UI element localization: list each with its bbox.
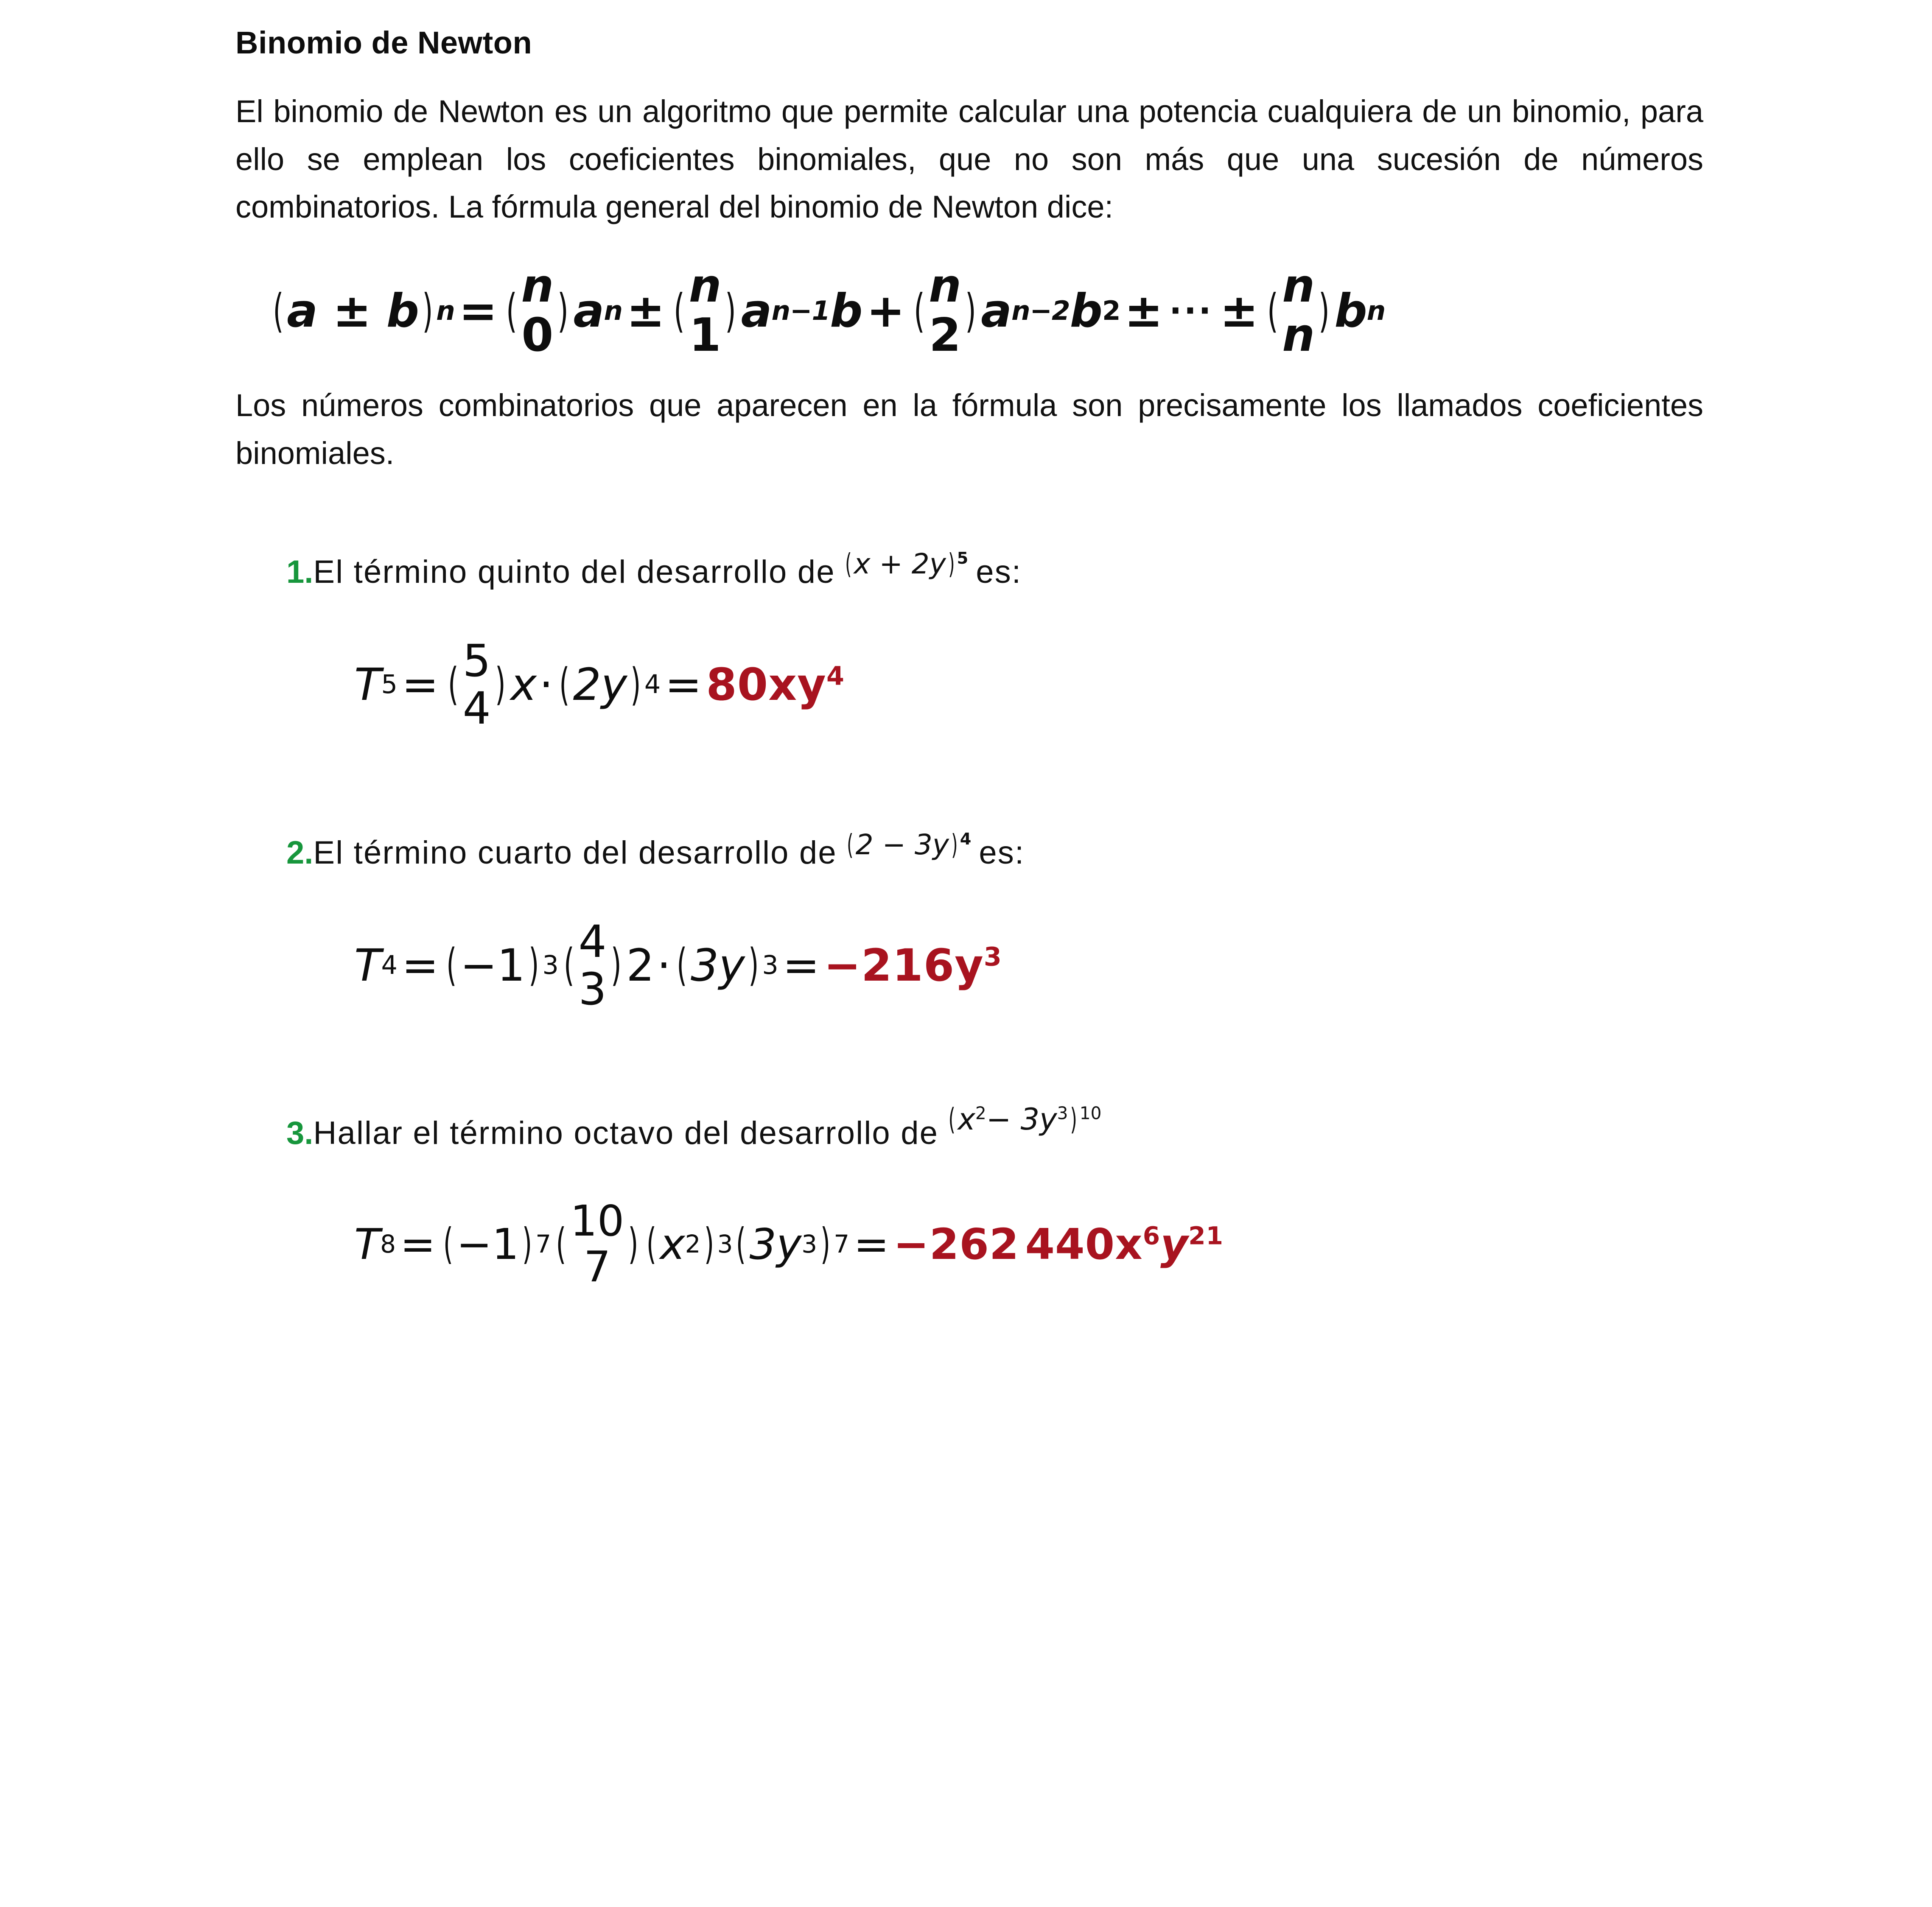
result-var-y: y <box>1160 1219 1189 1269</box>
term-2-body: a <box>741 284 772 338</box>
factor-1: 2 <box>626 939 655 991</box>
binom-bottom: n <box>1282 309 1315 362</box>
sign-close-paren: ) <box>529 939 539 991</box>
multiplication-dot: · <box>657 939 671 991</box>
binomial-coefficient-4-3 <box>560 915 624 1015</box>
binom-close-paren: ) <box>495 658 506 710</box>
exercise-2-solution: T 4 = ( −1 ) 3 ( 4 3 ) 2 · ( 3y ) 3 = $-216y^3$ <box>354 915 1002 1015</box>
result-exponent: 3 <box>983 942 1002 972</box>
expr-close-paren: ) <box>1070 1102 1078 1137</box>
binomial-coefficient-n-2 <box>910 259 979 362</box>
factor-1: x <box>510 659 537 711</box>
binom-open-paren: ( <box>556 1219 566 1269</box>
binom-open-paren: ( <box>913 284 925 338</box>
term-label: T <box>354 939 381 991</box>
binom-top: n <box>929 259 961 313</box>
result-exponent: 4 <box>826 661 845 691</box>
term-2-operator: + <box>866 284 904 338</box>
equals-sign-2: = <box>665 659 702 711</box>
binom-top: n <box>521 259 554 313</box>
exercise-2-heading <box>286 828 1703 873</box>
exercise-2-result <box>824 940 1002 991</box>
exercise-1-heading <box>286 547 1703 592</box>
exercise-1-number: 1. <box>286 554 314 590</box>
binom-close-paren: ) <box>725 284 736 338</box>
factor-2-base: 3y <box>691 939 745 991</box>
ellipsis-operator: ± <box>1220 284 1258 338</box>
ellipsis: ··· <box>1169 292 1213 330</box>
binom-close-paren: ) <box>1318 284 1330 338</box>
lhs-close-paren: ) <box>422 284 433 338</box>
binom-close-paren: ) <box>628 1219 639 1269</box>
factor-2-open-paren: ( <box>559 658 570 710</box>
factor-1-close-paren: ) <box>704 1219 714 1269</box>
equals-sign-2: = <box>854 1219 889 1269</box>
multiplication-dot: · <box>539 659 553 711</box>
expr-open-paren: ( <box>845 547 852 580</box>
binom-bottom: 4 <box>462 682 491 735</box>
page-title: Binomio de Newton <box>235 25 532 60</box>
binom-top: 5 <box>462 635 491 687</box>
exercise-item-3 <box>286 1102 1703 1292</box>
exercise-list <box>235 547 1703 1292</box>
exercise-2-text-after: es: <box>979 834 1025 871</box>
exercise-1-text-before: El término quinto del desarrollo de <box>313 554 835 590</box>
binom-open-paren: ( <box>448 658 459 710</box>
expr-middle-exponent: 3 <box>1057 1103 1068 1124</box>
factor-2-base: 2y <box>573 659 627 711</box>
expr-base: 2 − 3y <box>855 828 949 861</box>
intro-paragraph: El binomio de Newton es un algoritmo que permite calcular una potencia cualquiera de un binomio, para ello se emplean los coeficientes binomiales, que no son más que una sucesión de números combinatorios. La fórmula general del binomio de Newton dice: <box>235 94 1703 225</box>
term-3-operator: ± <box>1124 284 1163 338</box>
factor-2-close-paren: ) <box>630 658 641 710</box>
exercise-item-1 <box>286 547 1703 735</box>
expr-base: x + 2y <box>854 547 946 580</box>
exercise-3-expression <box>938 1101 1109 1138</box>
term-label: T <box>354 1219 381 1269</box>
factor-2-close-paren: ) <box>748 939 759 991</box>
binomial-coefficient-10-7 <box>553 1198 641 1290</box>
term-label: T <box>354 659 381 711</box>
binom-top: n <box>689 259 721 313</box>
exercise-2-text-before: El término cuarto del desarrollo de <box>313 834 837 871</box>
binom-open-paren: ( <box>563 939 574 991</box>
factor-1-base: x <box>660 1219 685 1269</box>
factor-2-open-paren: ( <box>677 939 687 991</box>
exercise-1-solution: T 5 = ( 5 4 ) x · ( 2y ) 4 = $80xy^4$ <box>354 635 845 735</box>
binom-top: n <box>1282 259 1315 313</box>
result-value: 80xy <box>706 659 826 711</box>
factor-2-open-paren: ( <box>736 1219 746 1269</box>
expr-exponent: 10 <box>1079 1103 1102 1124</box>
sign-open-paren: ( <box>443 1219 454 1269</box>
binom-close-paren: ) <box>965 284 976 338</box>
exercise-3-heading <box>286 1102 1703 1153</box>
expr-base: x <box>958 1102 975 1137</box>
exercise-1-result <box>706 659 845 710</box>
expr-base-exponent: 2 <box>975 1103 986 1124</box>
sign-base: −1 <box>460 939 525 991</box>
binomial-coefficient-n-n <box>1264 259 1333 362</box>
term-2-tail: b <box>830 284 862 338</box>
expr-close-paren: ) <box>948 547 955 580</box>
exercise-3-text-before: Hallar el término octavo del desarrollo de <box>313 1115 939 1152</box>
binom-open-paren: ( <box>1267 284 1278 338</box>
binomial-coefficient-n-0 <box>503 259 571 362</box>
binom-bottom: 1 <box>689 309 721 362</box>
exercise-item-2 <box>286 828 1703 1015</box>
exercise-3-result <box>893 1219 1224 1269</box>
result-value: −216y <box>823 939 984 991</box>
binomial-coefficient-5-4 <box>445 637 509 733</box>
exercise-3-solution: T 8 = ( −1 ) 7 ( 10 7 ) ( x 2 ) 3 ( 3y 3 ) 7 = −262 $440x^6y^{21}$ <box>354 1196 1224 1292</box>
exercise-1-text-after: es: <box>976 554 1022 590</box>
term-1-body: a <box>573 284 604 338</box>
note-paragraph: Los números combinatorios que aparecen en la fórmula son precisamente los llamados coeficientes binomiales. <box>235 388 1703 471</box>
document-page <box>235 0 1703 1907</box>
factor-1-open-paren: ( <box>647 1219 657 1269</box>
result-suffix: 440x <box>1025 1219 1143 1269</box>
exercise-2-expression <box>837 828 979 863</box>
binom-top: 4 <box>578 915 607 967</box>
term-3-tail: b <box>1070 284 1102 338</box>
result-prefix: −262 <box>893 1219 1019 1269</box>
equals-sign: = <box>459 284 497 338</box>
main-formula: ( a ± b ) n = ( n 0 ) a n ± ( n 1 ) a n−1 b + ( n 2 ) a n−2 b 2 ± ··· ± ( n n ) b n <box>273 259 1386 362</box>
term-last-body: b <box>1334 284 1367 338</box>
exercise-3-number: 3. <box>286 1115 314 1152</box>
equals-sign-2: = <box>782 939 820 991</box>
expr-middle: − 3y <box>986 1102 1057 1137</box>
factor-2-base: 3y <box>749 1219 802 1269</box>
equals-sign: = <box>401 939 439 991</box>
expr-exponent: 4 <box>960 829 972 849</box>
sign-open-paren: ( <box>446 939 457 991</box>
binomial-coefficient-n-1 <box>670 259 739 362</box>
equals-sign: = <box>401 659 439 711</box>
result-exponent-x: 6 <box>1142 1221 1161 1250</box>
exercise-2-number: 2. <box>286 834 314 871</box>
lhs-open-paren: ( <box>273 284 283 338</box>
result-exponent-y: 21 <box>1188 1221 1224 1250</box>
binom-open-paren: ( <box>674 284 685 338</box>
exercise-1-expression <box>835 547 976 582</box>
expr-open-paren: ( <box>948 1102 956 1137</box>
binom-bottom: 3 <box>578 963 607 1015</box>
term-1-operator: ± <box>626 284 665 338</box>
expr-close-paren: ) <box>951 828 958 861</box>
expr-exponent: 5 <box>957 548 969 568</box>
term-3-body: a <box>981 284 1011 338</box>
binom-bottom: 7 <box>583 1242 611 1292</box>
binom-bottom: 0 <box>521 309 553 362</box>
lhs-base: a ± b <box>287 284 419 338</box>
expr-open-paren: ( <box>847 828 854 861</box>
sign-base: −1 <box>456 1219 519 1269</box>
binom-close-paren: ) <box>557 284 568 338</box>
binom-open-paren: ( <box>506 284 517 338</box>
equals-sign: = <box>400 1219 436 1269</box>
sign-close-paren: ) <box>522 1219 532 1269</box>
factor-2-close-paren: ) <box>820 1219 831 1269</box>
binom-top: 10 <box>570 1196 624 1246</box>
binom-close-paren: ) <box>610 939 622 991</box>
binom-bottom: 2 <box>929 309 961 362</box>
